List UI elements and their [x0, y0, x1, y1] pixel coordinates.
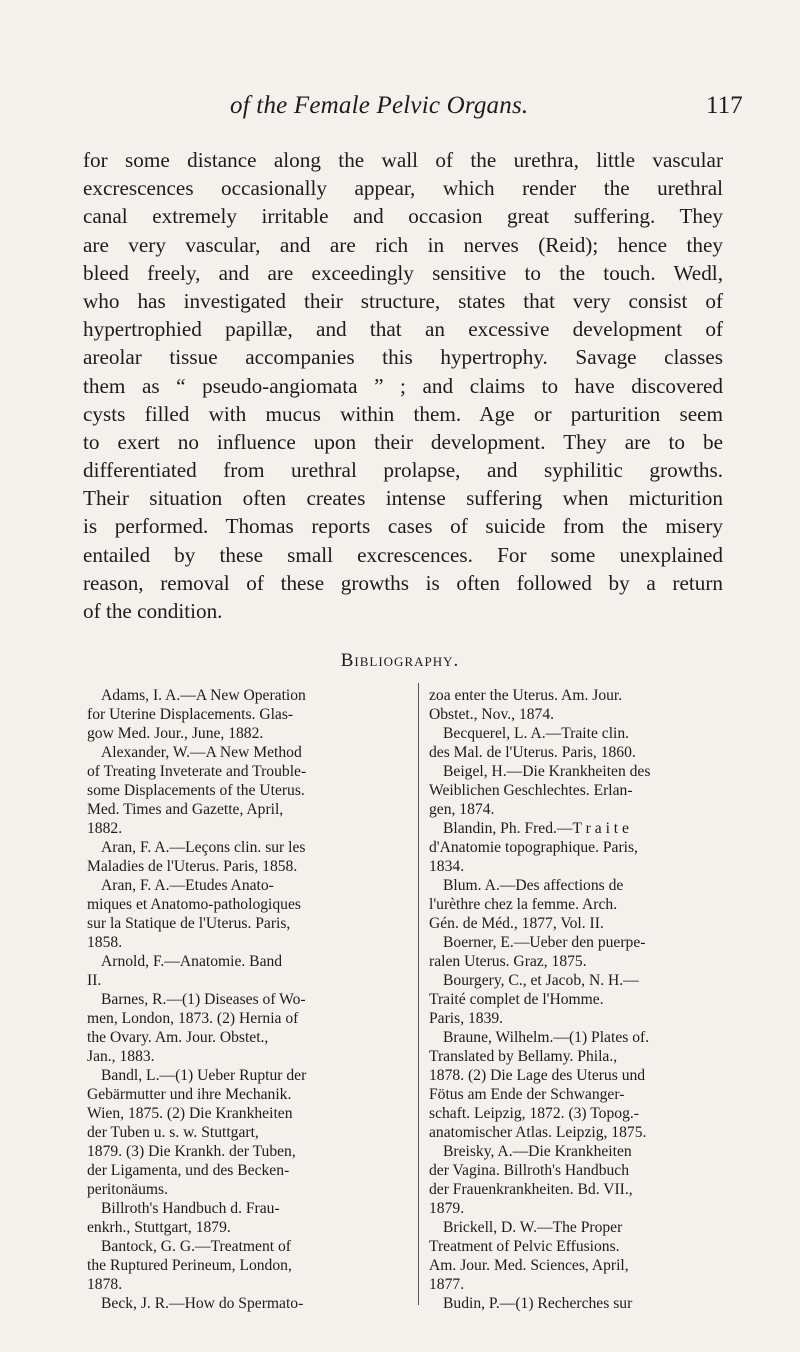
bibliography-line: gen, 1874.	[429, 801, 495, 818]
bibliography-line: Beck, J. R.—How do Spermato-	[101, 1295, 304, 1312]
body-line: them as “ pseudo-angiomata ” ; and claims to have discovered	[83, 373, 723, 398]
bibliography-line: Boerner, E.—Ueber den puerpe-	[443, 934, 646, 951]
body-line: hypertrophied papillæ, and that an excessive development of	[83, 317, 723, 342]
bibliography-line: Treatment of Pelvic Effusions.	[429, 1238, 620, 1255]
bibliography-line: Brickell, D. W.—The Proper	[443, 1219, 623, 1236]
bibliography-line: gow Med. Jour., June, 1882.	[87, 725, 264, 742]
bibliography-line: der Ligamenta, und des Becken-	[87, 1162, 290, 1179]
bibliography-line: Translated by Bellamy. Phila.,	[429, 1048, 618, 1065]
bibliography-line: ralen Uterus. Graz, 1875.	[429, 953, 587, 970]
body-line: for some distance along the wall of the urethra, little vascular	[83, 148, 723, 172]
bibliography-line: Alexander, W.—A New Method	[101, 744, 302, 761]
bibliography-line: the Ovary. Am. Jour. Obstet.,	[87, 1029, 269, 1046]
bibliography-line: enkrh., Stuttgart, 1879.	[87, 1219, 231, 1236]
body-line: to exert no influence upon their development. They are to be	[83, 429, 723, 454]
body-line: Their situation often creates intense suffering when micturition	[83, 486, 723, 511]
bibliography-line: der Vagina. Billroth's Handbuch	[429, 1162, 630, 1179]
bibliography-line: Jan., 1883.	[87, 1048, 155, 1065]
bibliography-line: der Tuben u. s. w. Stuttgart,	[87, 1124, 259, 1141]
body-line: canal extremely irritable and occasion great suffering. They	[83, 204, 723, 229]
bibliography-line: Weiblichen Geschlechtes. Erlan-	[429, 782, 633, 799]
bibliography-line: for Uterine Displacements. Glas-	[87, 706, 294, 723]
bibliography-line: Aran, F. A.—Leçons clin. sur les	[101, 839, 306, 856]
body-paragraph	[83, 146, 723, 625]
bibliography-line: the Ruptured Perineum, London,	[87, 1257, 292, 1274]
bibliography-line: some Displacements of the Uterus.	[87, 782, 305, 799]
bibliography-line: Gebärmutter und ihre Mechanik.	[87, 1086, 292, 1103]
bibliography-line: zoa enter the Uterus. Am. Jour.	[429, 687, 623, 704]
bibliography-column-right	[429, 686, 724, 1313]
bibliography-line: Beigel, H.—Die Krankheiten des	[443, 763, 651, 780]
body-line: cysts filled with mucus within them. Age or parturition seem	[83, 401, 723, 426]
bibliography-line: 1878.	[87, 1276, 123, 1293]
body-line: are very vascular, and are rich in nerves (Reid); hence they	[83, 232, 723, 257]
bibliography-line: Aran, F. A.—Etudes Anato-	[101, 877, 274, 894]
bibliography-line: Med. Times and Gazette, April,	[87, 801, 284, 818]
page-header	[0, 92, 800, 132]
page-number: 117	[706, 92, 743, 119]
bibliography-heading: Bibliography.	[340, 650, 460, 671]
bibliography-line: Obstet., Nov., 1874.	[429, 706, 555, 723]
bibliography-line: miques et Anatomo-pathologiques	[87, 896, 301, 913]
bibliography-line: of Treating Inveterate and Trouble-	[87, 763, 307, 780]
body-line: of the condition.	[83, 599, 223, 623]
bibliography-line: Breisky, A.—Die Krankheiten	[443, 1143, 632, 1160]
bibliography-line: Fötus am Ende der Schwanger-	[429, 1086, 625, 1103]
bibliography-line: Adams, I. A.—A New Operation	[101, 687, 306, 704]
bibliography-line: Budin, P.—(1) Recherches sur	[443, 1295, 633, 1312]
body-line: areolar tissue accompanies this hypertrophy. Savage classes	[83, 345, 723, 370]
bibliography-line: 1878. (2) Die Lage des Uterus und	[429, 1067, 646, 1084]
bibliography-line: Maladies de l'Uterus. Paris, 1858.	[87, 858, 298, 875]
body-line: excrescences occasionally appear, which render the urethral	[83, 176, 723, 201]
bibliography-line: sur la Statique de l'Uterus. Paris,	[87, 915, 291, 932]
body-line: reason, removal of these growths is often followed by a return	[83, 570, 723, 595]
bibliography-line: Arnold, F.—Anatomie. Band	[101, 953, 283, 970]
bibliography-line: Paris, 1839.	[429, 1010, 504, 1027]
body-line: is performed. Thomas reports cases of suicide from the misery	[83, 514, 723, 539]
bibliography-line: l'urèthre chez la femme. Arch.	[429, 896, 618, 913]
bibliography-line: Billroth's Handbuch d. Frau-	[101, 1200, 280, 1217]
bibliography-line: der Frauenkrankheiten. Bd. VII.,	[429, 1181, 633, 1198]
column-divider	[418, 683, 419, 1305]
bibliography-line: 1877.	[429, 1276, 465, 1293]
bibliography-line: 1882.	[87, 820, 123, 837]
body-line: bleed freely, and are exceedingly sensitive to the touch. Wedl,	[83, 260, 723, 285]
bibliography-line: men, London, 1873. (2) Hernia of	[87, 1010, 299, 1027]
bibliography-line: 1858.	[87, 934, 123, 951]
bibliography-line: 1879.	[429, 1200, 465, 1217]
bibliography-line: peritonäums.	[87, 1181, 168, 1198]
bibliography-line: Bantock, G. G.—Treatment of	[101, 1238, 291, 1255]
body-line: entailed by these small excrescences. For some unexplained	[83, 542, 723, 567]
bibliography-line: Traité complet de l'Homme.	[429, 991, 604, 1008]
bibliography-line: Gén. de Méd., 1877, Vol. II.	[429, 915, 604, 932]
bibliography-line: Bandl, L.—(1) Ueber Ruptur der	[101, 1067, 307, 1084]
bibliography-column-left	[87, 686, 382, 1313]
body-line: differentiated from urethral prolapse, and syphilitic growths.	[83, 458, 723, 483]
bibliography-line: Wien, 1875. (2) Die Krankheiten	[87, 1105, 293, 1122]
bibliography-line: anatomischer Atlas. Leipzig, 1875.	[429, 1124, 647, 1141]
bibliography-line: Barnes, R.—(1) Diseases of Wo-	[101, 991, 306, 1008]
bibliography-line: Am. Jour. Med. Sciences, April,	[429, 1257, 629, 1274]
running-title: of the Female Pelvic Organs.	[230, 92, 529, 119]
bibliography-line: Blandin, Ph. Fred.—T r a i t e	[443, 820, 629, 837]
bibliography-line: d'Anatomie topographique. Paris,	[429, 839, 638, 856]
bibliography-line: schaft. Leipzig, 1872. (3) Topog.-	[429, 1105, 639, 1122]
body-line: who has investigated their structure, states that very consist of	[83, 288, 723, 313]
bibliography-line: Bourgery, C., et Jacob, N. H.—	[443, 972, 639, 989]
bibliography-line: 1834.	[429, 858, 465, 875]
bibliography-line: II.	[87, 972, 102, 989]
bibliography-line: des Mal. de l'Uterus. Paris, 1860.	[429, 744, 636, 761]
bibliography-line: Blum. A.—Des affections de	[443, 877, 624, 894]
bibliography-line: Becquerel, L. A.—Traite clin.	[443, 725, 630, 742]
bibliography-line: 1879. (3) Die Krankh. der Tuben,	[87, 1143, 296, 1160]
bibliography-line: Braune, Wilhelm.—(1) Plates of.	[443, 1029, 650, 1046]
